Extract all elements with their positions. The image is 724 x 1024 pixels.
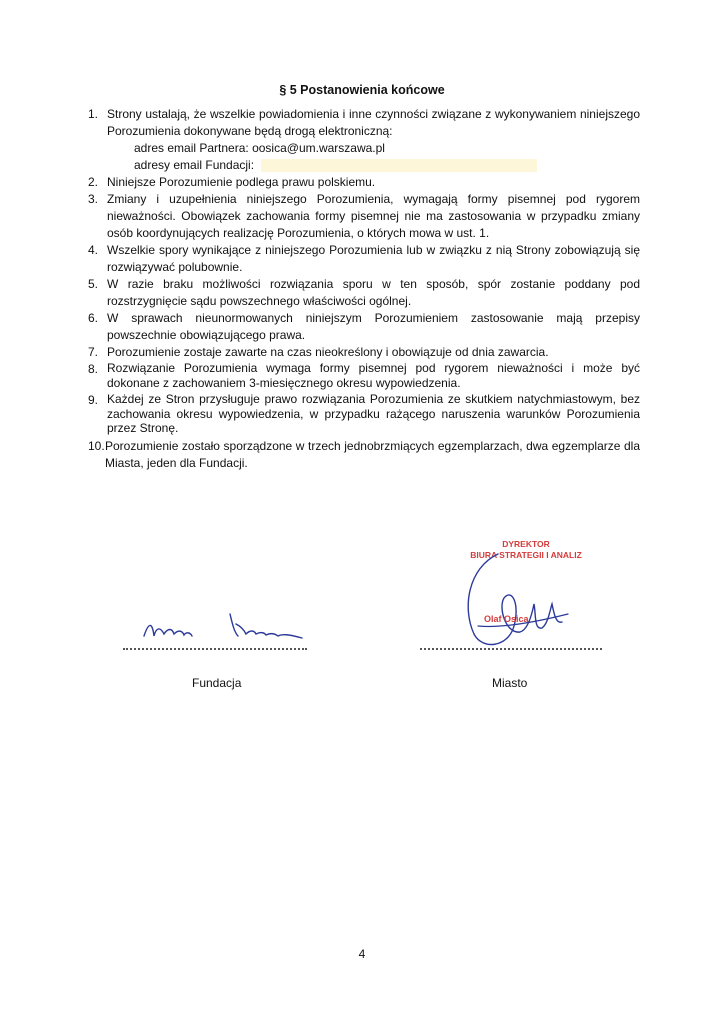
clause-text: W razie braku możliwości rozwiązania sporu w ten sposób, spór zostanie poddany pod rozstrzygnięcie sądu powszechnego właściwości ogólnej. [107,277,640,308]
stamp-signatory-name: Olaf Osica [484,614,529,624]
clause-5 [88,276,640,310]
section-title: § 5 Postanowienia końcowe [279,83,445,97]
foundation-email-label: adresy email Fundacji: [134,158,255,172]
clause-text: W sprawach nieunormowanych niniejszym Porozumieniem zastosowanie mają przepisy powszechnie obowiązującego prawa. [107,311,640,342]
stamp-title: DYREKTOR [502,539,550,549]
foundation-party-label: Fundacja [192,676,242,690]
clause-text: Porozumienie zostaje zawarte na czas nieokreślony i obowiązuje od dnia zawarcia. [107,345,549,359]
clause-number: 1. [88,107,99,121]
clause-6 [88,310,640,344]
clause-number: 2. [88,175,99,189]
clause-number: 6. [88,311,99,325]
redacted-email [261,159,537,172]
clause-4 [88,242,640,276]
partner-email-line [107,140,640,157]
clause-text: Każdej ze Stron przysługuje prawo rozwiązania Porozumienia ze skutkiem natychmiastowym, bez zachowania okresu wypowiedzenia, w przypadku rażącego naruszenia warunków Porozumienia przez Stronę. [107,392,640,435]
clause-number: 7. [88,345,99,359]
clause-number: 10. [88,438,105,453]
foundation-signature-line [123,648,307,650]
clause-9 [88,392,640,438]
clause-number: 8. [88,362,99,376]
clause-number: 9. [88,393,99,407]
clause-text: Wszelkie spory wynikające z niniejszego Porozumienia lub w związku z nią Strony zobowiązują się rozwiązywać polubownie. [107,243,640,274]
clause-8 [88,361,640,392]
city-party-label: Miasto [492,676,528,690]
partner-email-value: oosica@um.warszawa.pl [252,141,385,155]
clause-text: Zmiany i uzupełnienia niniejszego Porozumienia, wymagają formy pisemnej pod rygorem nieważności. Obowiązek zachowania formy pisemnej nie ma zastosowania w przypadku zmiany osób koordynujących realizację Porozumienia, o których mowa w ust. 1. [107,192,640,240]
stamp-department: BIURA STRATEGII I ANALIZ [470,550,582,560]
clauses-list [88,106,640,472]
clause-7 [88,344,640,361]
clause-2 [88,174,640,191]
clause-number: 4. [88,243,99,257]
partner-email-label: adres email Partnera: [134,141,249,155]
clause-10 [88,438,640,472]
foundation-email-line [107,157,640,174]
foundation-signature [142,606,322,646]
clause-text: Rozwiązanie Porozumienia wymaga formy pisemnej pod rygorem nieważności i może być dokonane z zachowaniem 3-miesięcznego okresu wypowiedzenia. [107,361,640,390]
clause-1 [88,106,640,140]
clause-text: Strony ustalają, że wszelkie powiadomienia i inne czynności związane z wykonywaniem niniejszego Porozumienia dokonywane będą drogą elektroniczną: [107,107,640,138]
clause-text: Niniejsze Porozumienie podlega prawu polskiemu. [107,175,376,189]
city-signature-line [420,648,602,650]
clause-text: Porozumienie zostało sporządzone w trzech jednobrzmiących egzemplarzach, dwa egzemplarze dla Miasta, jeden dla Fundacji. [105,438,640,470]
clause-3 [88,191,640,242]
clause-number: 3. [88,192,99,206]
clause-number: 5. [88,277,99,291]
city-signature [448,548,578,658]
page-number: 4 [358,947,366,961]
